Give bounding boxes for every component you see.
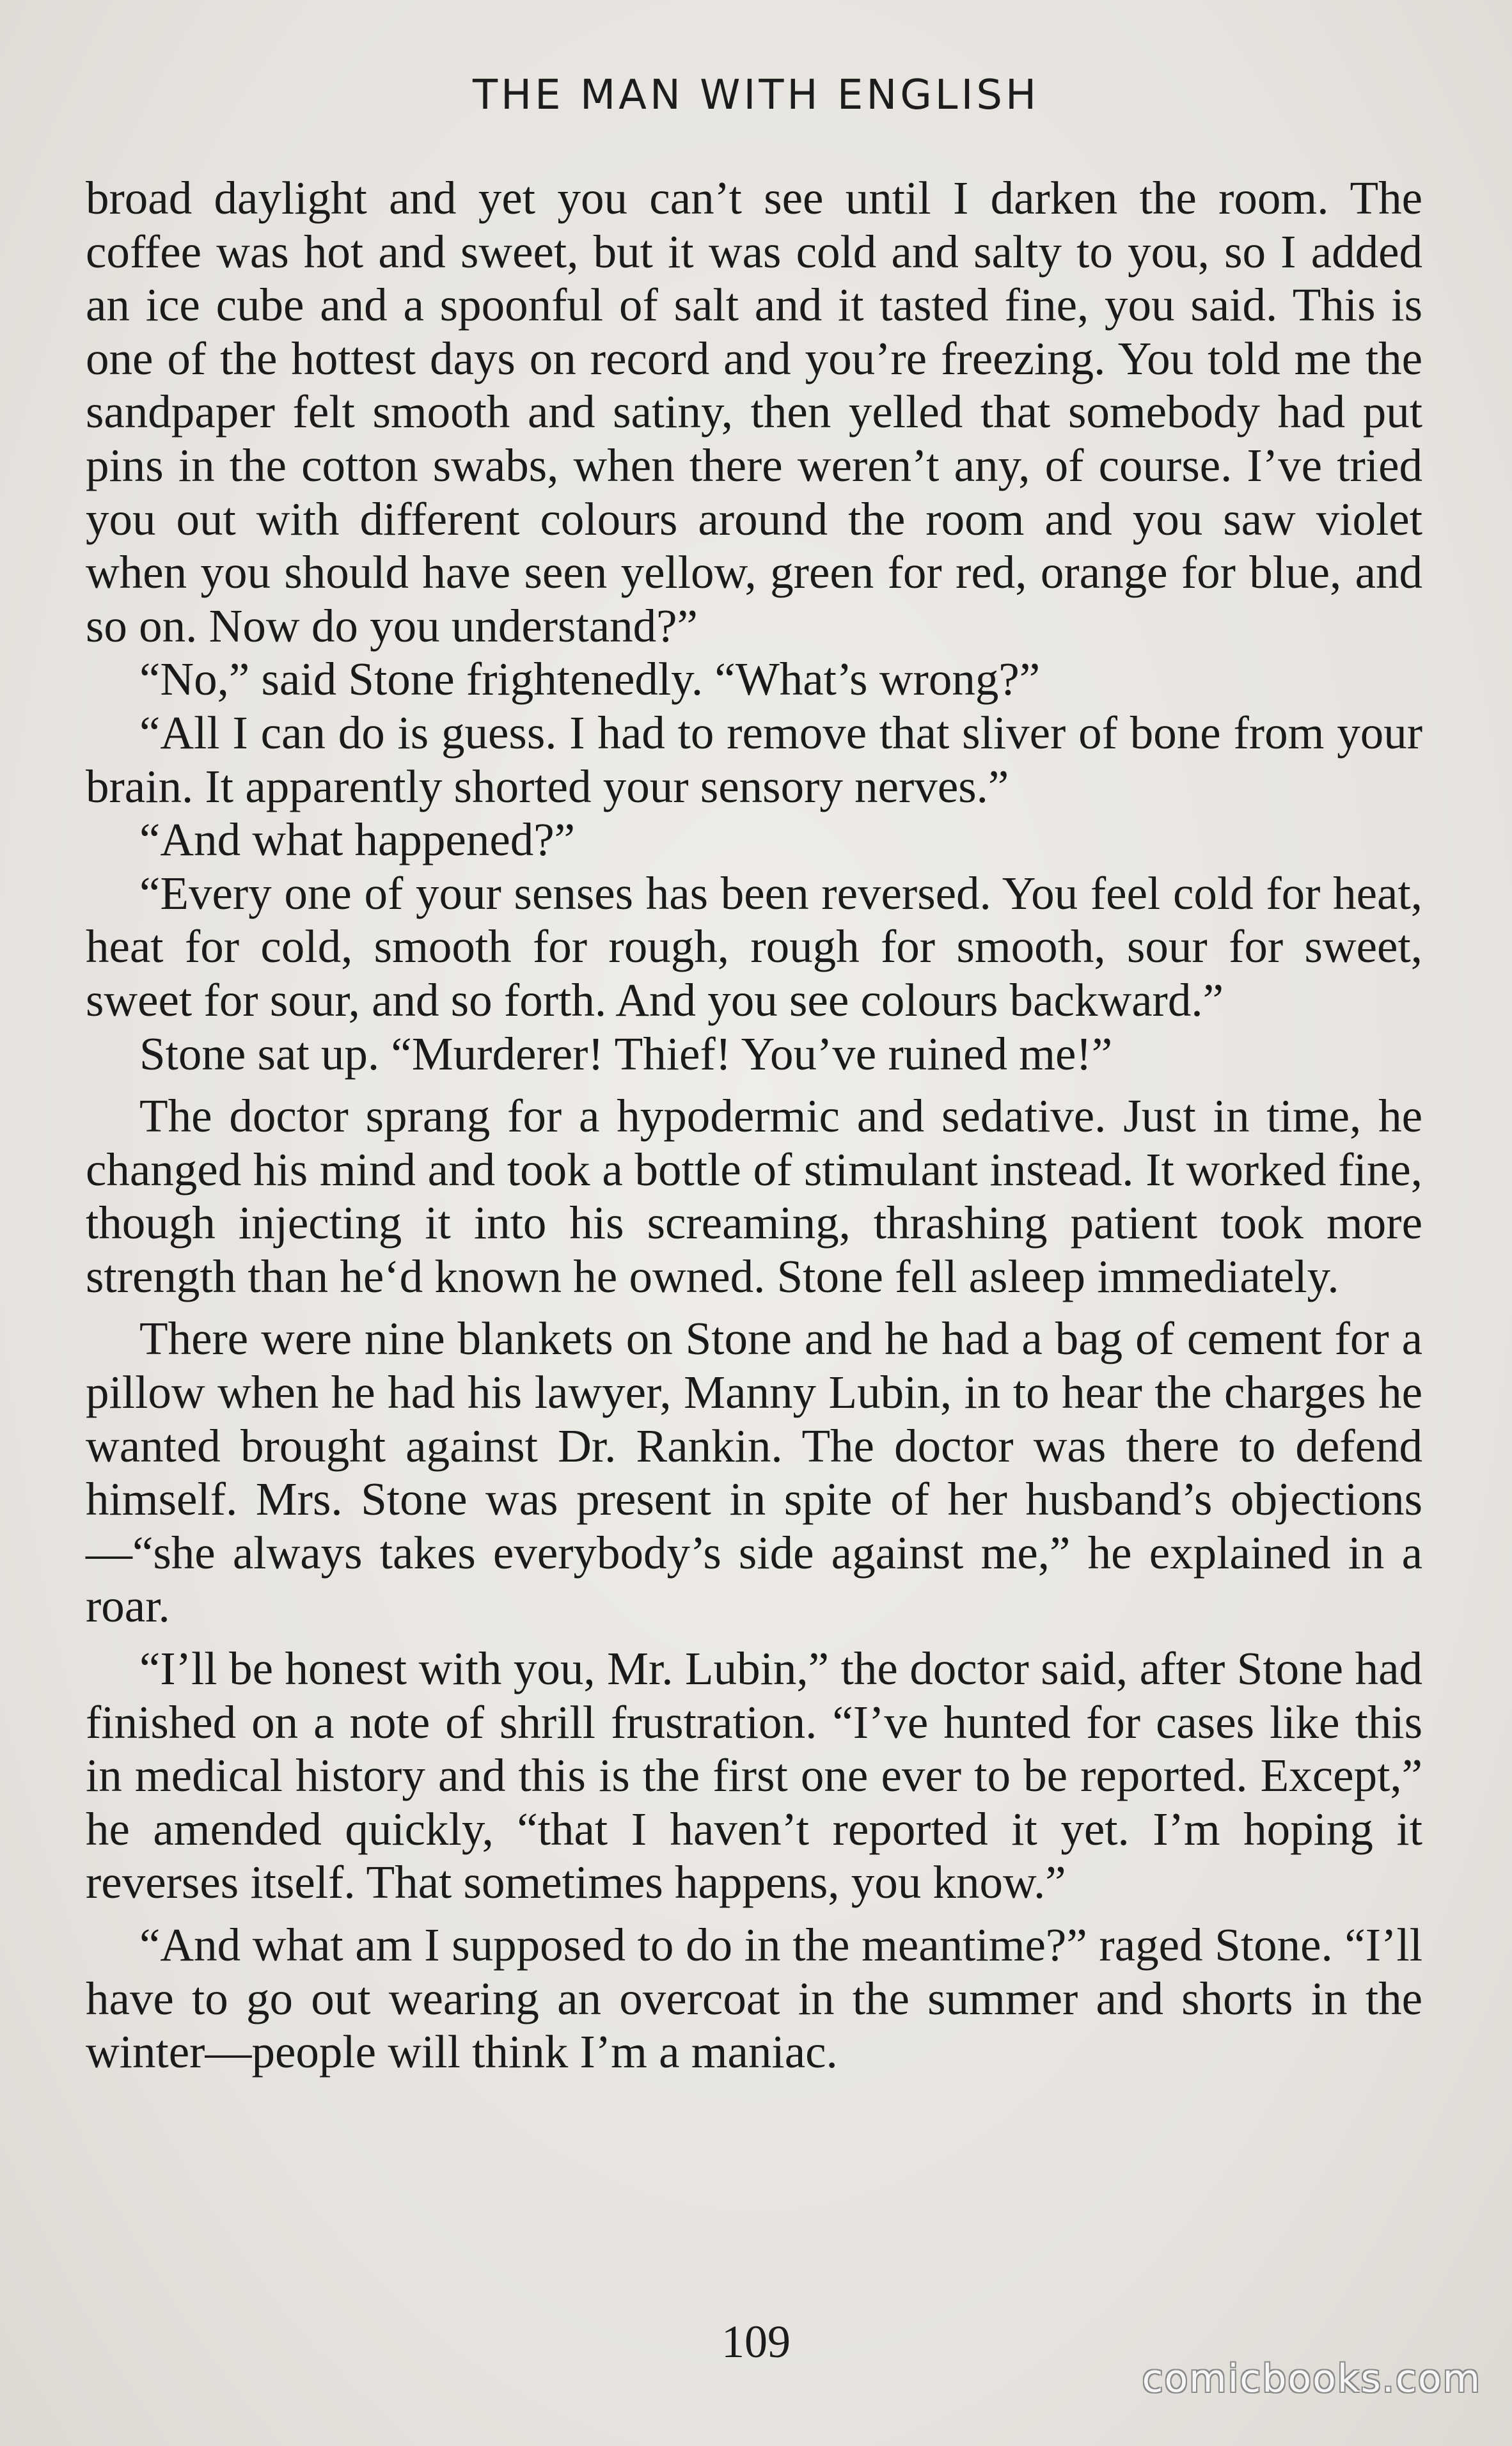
paragraph-8: There were nine blankets on Stone and he had a bag of cement for a pillow when he had his lawyer, Manny Lubin, in to hear the charges he wanted brought against Dr. Rankin. The doctor was there to defend himself. Mrs. Stone was present in spite of her husband’s objections—“she always takes everybody’s side against me,” he explained in a roar. xyxy=(86,1313,1422,1632)
paragraph-3: “All I can do is guess. I had to remove that sliver of bone from your brain. It apparently shorted your sensory nerves.” xyxy=(86,706,1422,812)
page-number: 109 xyxy=(721,2316,791,2367)
running-head: THE MAN WITH ENGLISH xyxy=(472,72,1040,119)
paragraph-5: “Every one of your senses has been reversed. You feel cold for heat, heat for cold, smooth for rough, rough for smooth, sour for sweet, sweet for sour, and so forth. And you see colours backward.” xyxy=(86,867,1422,1026)
paragraph-6: Stone sat up. “Murderer! Thief! You’ve ruined me!” xyxy=(139,1027,1113,1080)
paragraph-7: The doctor sprang for a hypodermic and sedative. Just in time, he changed his mind and took a bottle of stimulant instead. It worked fine, though injecting it into his screaming, thrashing patient took more strength than he‘d known he owned. Stone fell asleep immediately. xyxy=(86,1090,1422,1302)
watermark: comicbooks.com xyxy=(1142,2356,1481,2401)
paragraph-4: “And what happened?” xyxy=(139,814,576,866)
paragraph-2: “No,” said Stone frightenedly. “What’s wrong?” xyxy=(139,653,1041,706)
paragraph-10: “And what am I supposed to do in the meantime?” raged Stone. “I’ll have to go out wearing an overcoat in the summer and shorts in the winter—people will think I’m a maniac. xyxy=(86,1919,1422,2078)
paragraph-1: broad daylight and yet you can’t see until I darken the room. The coffee was hot and sweet, but it was cold and salty to you, so I added an ice cube and a spoonful of salt and it tasted fine, you said. This is one of the hottest days on record and you’re freezing. You told me the sandpaper felt smooth and satiny, then yelled that somebody had put pins in the cotton swabs, when there weren’t any, of course. I’ve tried you out with different colours around the room and you saw violet when you should have seen yellow, green for red, orange for blue, and so on. Now do you understand?” xyxy=(86,172,1422,652)
body-text xyxy=(86,171,1422,2079)
paragraph-9: “I’ll be honest with you, Mr. Lubin,” the doctor said, after Stone had finished on a note of shrill frustration. “I’ve hunted for cases like this in medical history and this is the first one ever to be reported. Except,” he amended quickly, “that I haven’t reported it yet. I’m hoping it reverses itself. That sometimes happens, you know.” xyxy=(86,1643,1422,1909)
